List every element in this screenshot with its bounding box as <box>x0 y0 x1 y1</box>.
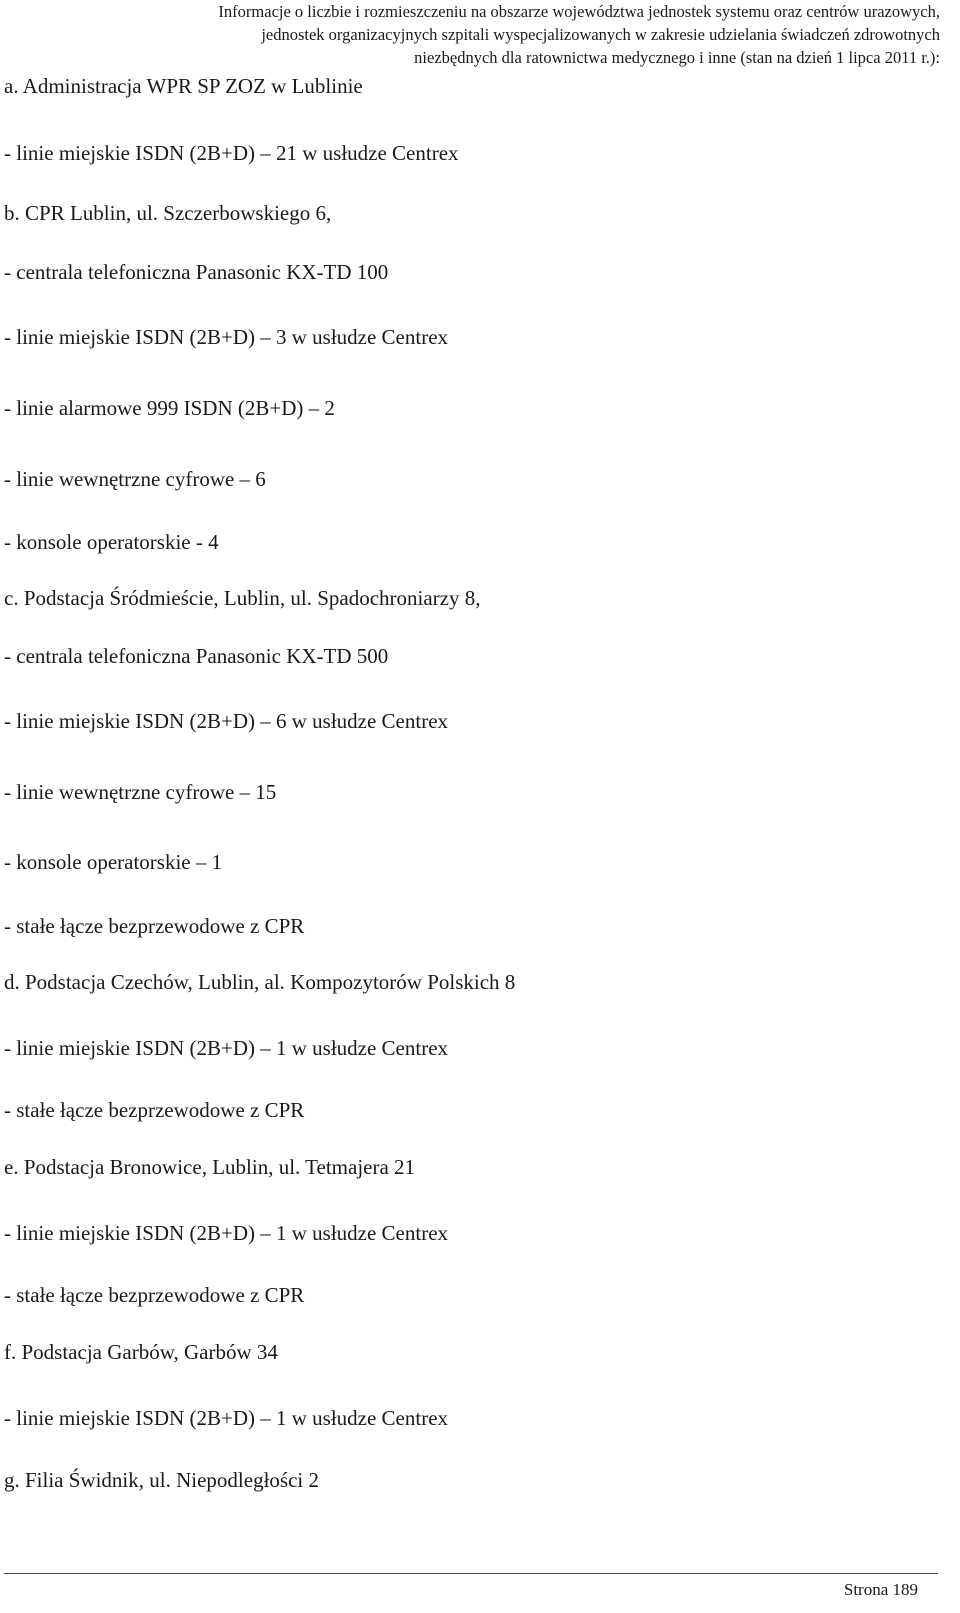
header-line-3: niezbędnych dla ratownictwa medycznego i inne (stan na dzień 1 lipca 2011 r.): <box>414 48 940 67</box>
list-item: - linie miejskie ISDN (2B+D) – 1 w usłudze Centrex <box>4 1406 449 1430</box>
list-item: - linie miejskie ISDN (2B+D) – 1 w usłudze Centrex <box>4 1221 449 1245</box>
section-g-heading: g. Filia Świdnik, ul. Niepodległości 2 <box>4 1468 319 1492</box>
list-item: - centrala telefoniczna Panasonic KX-TD 500 <box>4 644 389 668</box>
list-item: - linie miejskie ISDN (2B+D) – 6 w usłudze Centrex <box>4 709 449 733</box>
list-item: - linie wewnętrzne cyfrowe – 15 <box>4 780 277 804</box>
list-item: - linie miejskie ISDN (2B+D) – 21 w usłudze Centrex <box>4 141 459 165</box>
list-item: - linie alarmowe 999 ISDN (2B+D) – 2 <box>4 396 335 420</box>
section-b-heading: b. CPR Lublin, ul. Szczerbowskiego 6, <box>4 201 332 225</box>
list-item: - konsole operatorskie – 1 <box>4 850 223 874</box>
section-f-heading: f. Podstacja Garbów, Garbów 34 <box>4 1340 278 1364</box>
list-item: - linie miejskie ISDN (2B+D) – 3 w usłudze Centrex <box>4 325 449 349</box>
list-item: - centrala telefoniczna Panasonic KX-TD 100 <box>4 260 389 284</box>
header-line-1: Informacje o liczbie i rozmieszczeniu na obszarze województwa jednostek systemu oraz centrów urazowych, <box>218 2 940 21</box>
list-item: - konsole operatorskie - 4 <box>4 530 219 554</box>
list-item: - stałe łącze bezprzewodowe z CPR <box>4 914 305 938</box>
section-a-heading: a. Administracja WPR SP ZOZ w Lublinie <box>4 74 363 98</box>
page-number: Strona 189 <box>843 1580 918 1599</box>
page-header <box>10 0 940 69</box>
list-item: - linie miejskie ISDN (2B+D) – 1 w usłudze Centrex <box>4 1036 449 1060</box>
list-item: - linie wewnętrzne cyfrowe – 6 <box>4 467 266 491</box>
list-item: - stałe łącze bezprzewodowe z CPR <box>4 1098 305 1122</box>
section-c-heading: c. Podstacja Śródmieście, Lublin, ul. Spadochroniarzy 8, <box>4 586 481 610</box>
footer-divider <box>4 1573 938 1574</box>
header-line-2: jednostek organizacyjnych szpitali wyspecjalizowanych w zakresie udzielania świadczeń zdrowotnych <box>261 25 940 44</box>
list-item: - stałe łącze bezprzewodowe z CPR <box>4 1283 305 1307</box>
section-d-heading: d. Podstacja Czechów, Lublin, al. Kompozytorów Polskich 8 <box>4 970 516 994</box>
section-e-heading: e. Podstacja Bronowice, Lublin, ul. Tetmajera 21 <box>4 1155 416 1179</box>
